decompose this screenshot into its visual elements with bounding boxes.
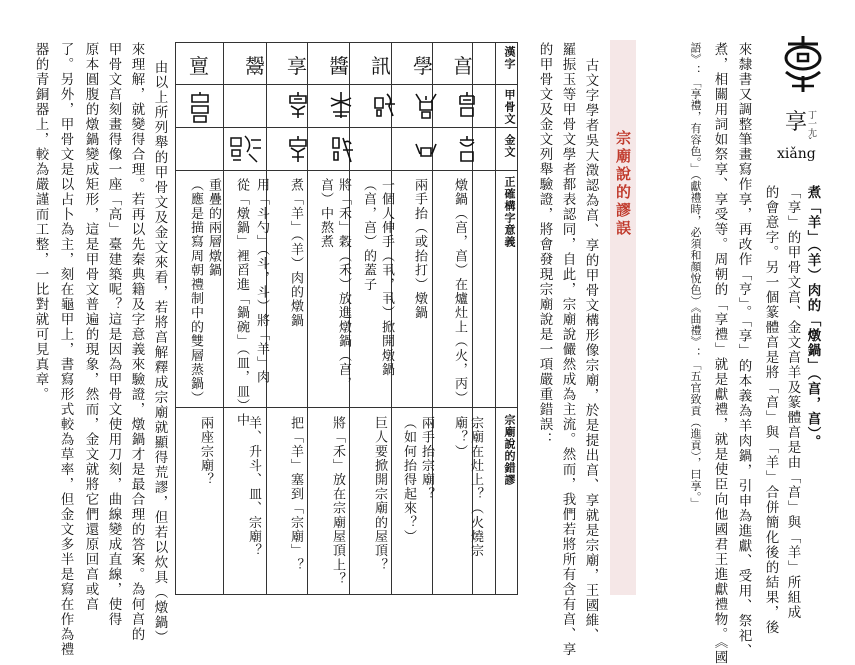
oracle-glyph-row7 bbox=[189, 90, 211, 124]
row6-error: 羊、升斗、皿、宗廟？ bbox=[246, 416, 261, 558]
oracle-glyph-row4 bbox=[327, 90, 355, 120]
intro-line-2: 羅振玉等甲骨文學者都表認同，自此，宗廟說儼然成為主流。然而，我們若將所有含有亯、享 bbox=[559, 42, 576, 657]
intro-line-1: 古文字學者吳大澂認為亯、享的甲骨文構形像宗廟，於是提出亯、享就是宗廟，王國維、 bbox=[582, 58, 599, 643]
bronze-glyph-row2 bbox=[413, 142, 439, 160]
definition-line-2: 「享」的甲骨文亯、金文亯羊及篆體亯是由「亯」與「羊」所組成 bbox=[784, 185, 801, 620]
header-bronze: 金文 bbox=[503, 134, 516, 158]
row5-error: 把「羊」塞到「宗廟」？ bbox=[288, 416, 303, 573]
row-char-6: 鬶 bbox=[245, 54, 265, 78]
oracle-glyph-row5 bbox=[287, 90, 309, 120]
row7-correct-a: 重疊的兩層燉鍋 bbox=[206, 178, 221, 278]
row3-error: 巨人要掀開宗廟的屋頂？ bbox=[372, 416, 387, 573]
bronze-glyph-row4 bbox=[327, 134, 355, 164]
header-oracle: 甲骨文 bbox=[503, 89, 516, 125]
conclusion-line-4: 原本圓腹的燉鍋變成矩形，這是甲骨文普遍的現象，然而，金文就將它們還原回亯或亯 bbox=[82, 42, 99, 612]
row3-correct-b: （亯，亯）的蓋子 bbox=[361, 178, 376, 292]
header-hanzi: 漢字 bbox=[503, 46, 516, 70]
header-error: 宗廟說的錯謬 bbox=[503, 414, 516, 486]
definition-line-4: 來隸書又調整筆畫寫作享，再改作「亨」。「享」的本義為羊肉鍋，引申為進獻、受用、祭祀、 bbox=[735, 42, 752, 659]
row7-correct-b: （應是描寫周朝禮制中的雙層蒸鍋） bbox=[188, 178, 203, 406]
row6-correct-a: 用「斗勺」（斗，斗）將「羊」肉 bbox=[254, 178, 269, 385]
row4-correct-b: 亯）中熬煮 bbox=[318, 178, 333, 249]
entry-pinyin: xiǎng bbox=[777, 146, 816, 162]
row2-error-b: （如何抬得起來？） bbox=[401, 416, 416, 544]
conclusion-line-2: 來理解，就變得合理。若再以先秦典籍及字意義來驗證，燉鍋才是最合理的答案。為何亯的 bbox=[128, 42, 145, 642]
definition-line-6: 語》：「享禮，有容色。」（獻禮時，必須和顏悅色）《曲禮》：「五官致貢（進貢），曰享。」 bbox=[689, 42, 702, 509]
definition-line-3: 的會意字。另一個篆體亯是將「亯」與「羊」合併簡化後的結果，後 bbox=[762, 185, 779, 635]
row-char-2: 學 bbox=[413, 54, 433, 78]
comparison-table bbox=[175, 42, 518, 594]
bronze-glyph-row6 bbox=[227, 134, 263, 166]
row6-correct-b: 從「燉鍋」裡舀進「鍋碗」（皿，皿）中 bbox=[234, 178, 249, 428]
bronze-glyph-row1 bbox=[457, 134, 477, 164]
conclusion-line-5: 了。另外，甲骨文是以占卜為主，刻在龜甲上，書寫形式較為草率，但金文多半是寫在作為禮 bbox=[57, 42, 74, 657]
entry-seal-glyph bbox=[778, 34, 828, 100]
entry-character: 享 bbox=[785, 110, 808, 135]
entry-ruby: 丁一尢ˇ bbox=[808, 111, 818, 148]
row1-correct: 燉鍋（亯，亯）在爐灶上（火，丙） bbox=[452, 178, 467, 406]
row5-correct: 煮「羊」（羊）肉的燉鍋 bbox=[288, 178, 303, 328]
row4-error: 將「禾」放在宗廟屋頂上？ bbox=[330, 416, 345, 587]
definition-line-1: 煮「羊」（羊）肉的「燉鍋」（亯，亯）。 bbox=[804, 185, 821, 450]
row2-correct: 兩手抬（或抬打）燉鍋 bbox=[412, 178, 427, 320]
oracle-glyph-row2 bbox=[413, 90, 439, 120]
oracle-glyph-row3 bbox=[371, 90, 397, 120]
row-char-4: 醬 bbox=[329, 54, 349, 78]
conclusion-line-1: 由以上所列舉的甲骨文及金文來看，若將亯解釋成宗廟就顯得荒謬，但若以炊具（燉鍋） bbox=[151, 60, 168, 645]
row3-correct-a: 一個人伸手（丮，丮）掀開燉鍋 bbox=[379, 178, 394, 377]
row4-correct-a: 將「禾」穀（禾）放進燉鍋（亯， bbox=[336, 178, 351, 391]
row-char-5: 享 bbox=[287, 54, 307, 78]
row1-error: 宗廟在灶上？（火燒宗廟？） bbox=[452, 416, 483, 558]
oracle-glyph-row1 bbox=[457, 90, 477, 120]
row-char-3: 訊 bbox=[371, 54, 391, 78]
row2-error-a: 兩手抬宗廟？ bbox=[419, 416, 434, 502]
row-char-1: 亯 bbox=[453, 54, 473, 78]
row-char-7: 亶 bbox=[189, 54, 209, 78]
conclusion-line-6: 器的青銅器上，較為嚴謹而工整，一比對就可見真章。 bbox=[32, 42, 49, 402]
section-banner bbox=[610, 40, 636, 595]
intro-line-3: 的甲骨文及金文列舉驗證，將會發現宗廟說是一項嚴重錯誤： bbox=[536, 42, 553, 447]
section-title: 宗廟說的謬誤 bbox=[614, 130, 632, 238]
row7-error: 兩座宗廟？ bbox=[198, 416, 213, 487]
bronze-glyph-row5 bbox=[287, 134, 309, 164]
header-correct: 正確構字意義 bbox=[503, 176, 516, 248]
conclusion-line-3: 甲骨文亯刻畫得像一座「高」臺建築呢？這是因為甲骨文使用刀刻，曲線變成直線，使得 bbox=[105, 42, 122, 627]
definition-line-5: 煮，相關用詞如祭享、享受等。周朝的「享禮」就是獻禮，就是使臣向他國君王進獻禮物。《國 bbox=[711, 42, 728, 665]
